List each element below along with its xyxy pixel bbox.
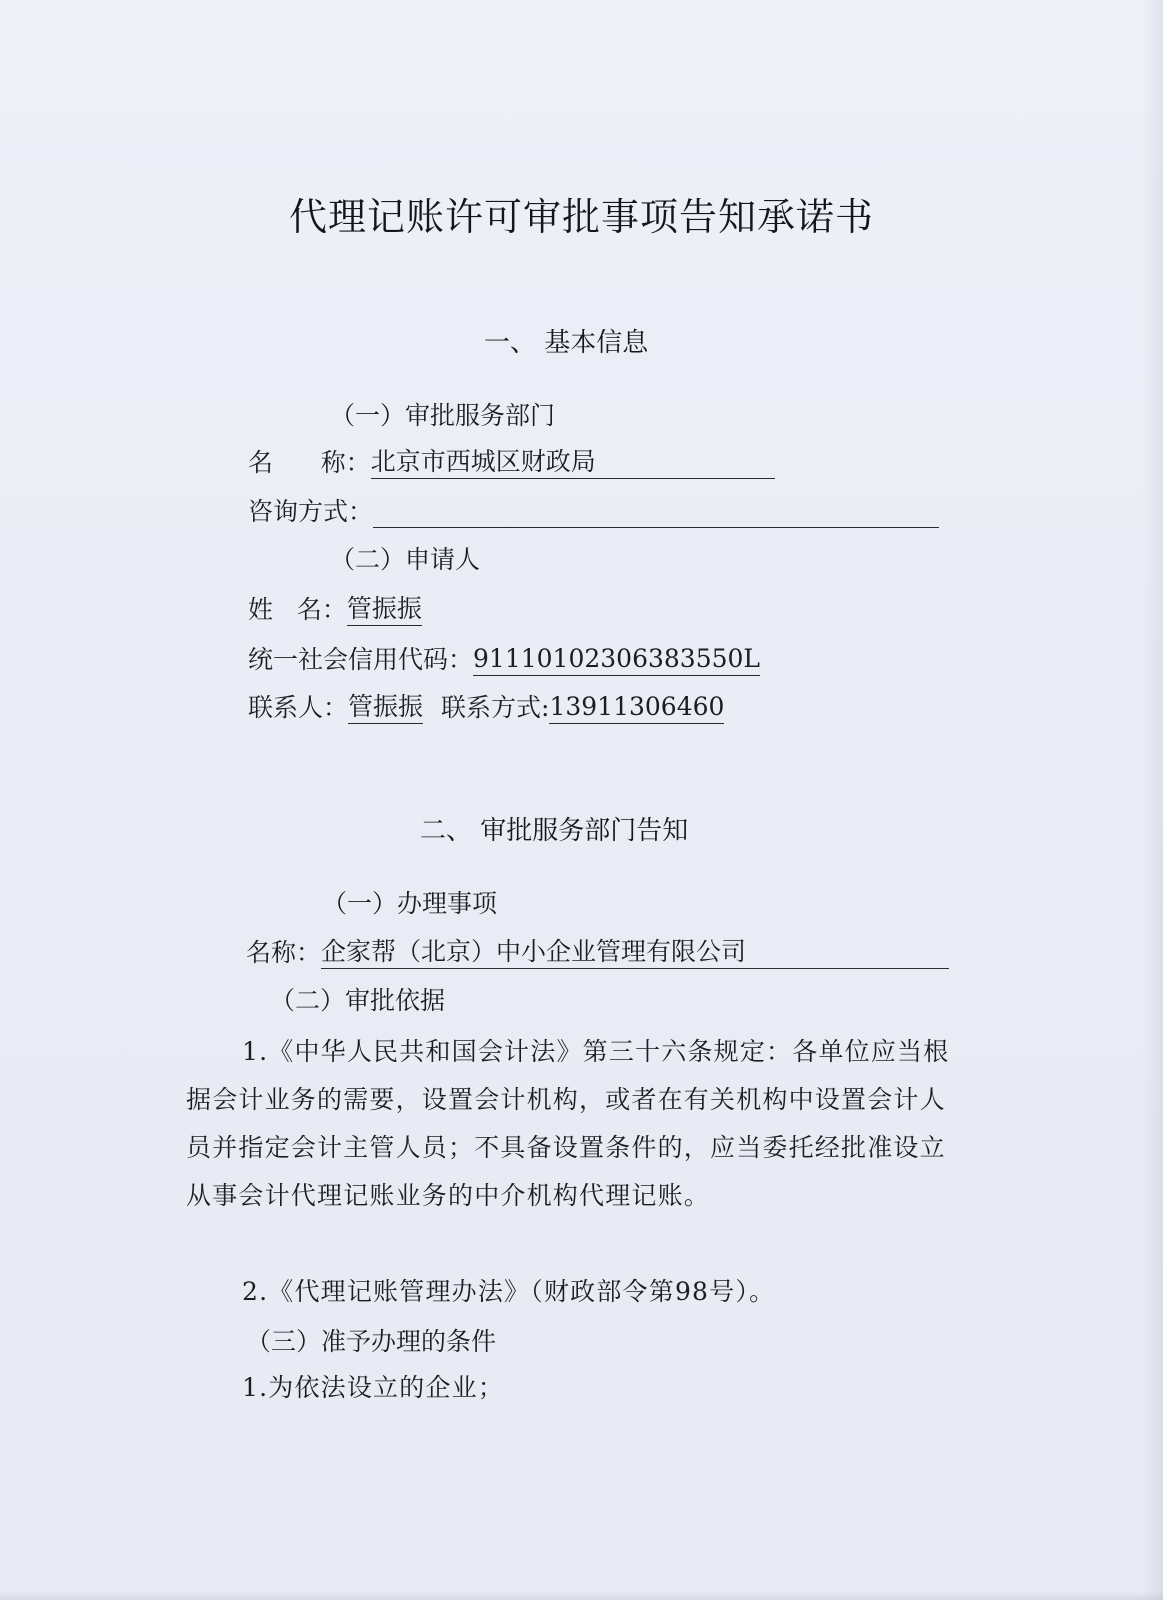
applicant-name-label: 姓 名：	[248, 595, 347, 624]
applicant-name-value: 管振振	[347, 595, 422, 626]
page-bottom-edge	[0, 1592, 1163, 1600]
credit-code-line	[248, 640, 760, 676]
section1-sub2-heading: （二）申请人	[330, 545, 481, 574]
section2-sub3-heading: （三）准予办理的条件	[246, 1327, 497, 1356]
document-title: 代理记账许可审批事项告知承诺书	[288, 195, 874, 239]
dept-name-label: 名 称：	[248, 448, 371, 477]
dept-contact-blank	[373, 499, 939, 528]
basis-item-2: 2.《代理记账管理办法》（财政部令第98号）。	[242, 1277, 776, 1306]
page-edge-shadow	[1143, 0, 1163, 1600]
dept-contact-label: 咨询方式：	[248, 497, 374, 526]
dept-name-value: 北京市西城区财政局	[371, 448, 775, 479]
credit-code-value: 91110102306383550L	[473, 645, 760, 676]
section1-heading: 一、 基本信息	[484, 328, 649, 358]
dept-name-line	[248, 443, 775, 479]
section2-heading: 二、 审批服务部门告知	[420, 816, 689, 846]
basis-item-1: 1.《中华人民共和国会计法》第三十六条规定：各单位应当根据会计业务的需要，设置会计机构，或者在有关机构中设置会计人员并指定会计主管人员；不具备设置条件的，应当委托经批准设立从事会计代理记账业务的中介机构代理记账。	[186, 1037, 950, 1210]
applicant-name-line	[248, 590, 422, 626]
contact-person-value: 管振振	[348, 693, 423, 724]
contact-method-label: 联系方式:	[441, 693, 550, 722]
section2-sub2-heading: （二）审批依据	[270, 986, 446, 1015]
matter-name-value: 企家帮（北京）中小企业管理有限公司	[321, 938, 949, 969]
contact-person-line	[248, 688, 724, 724]
section1-sub1-heading: （一）审批服务部门	[330, 401, 556, 430]
credit-code-label: 统一社会信用代码：	[248, 645, 474, 674]
contact-method-value: 13911306460	[549, 693, 724, 724]
condition-item-1: 1.为依法设立的企业；	[242, 1373, 505, 1402]
section2-sub1-heading: （一）办理事项	[322, 889, 498, 918]
contact-person-label: 联系人：	[248, 693, 349, 722]
dept-contact-line	[248, 492, 939, 528]
matter-name-label: 名称：	[246, 938, 322, 967]
matter-name-line	[246, 933, 949, 969]
